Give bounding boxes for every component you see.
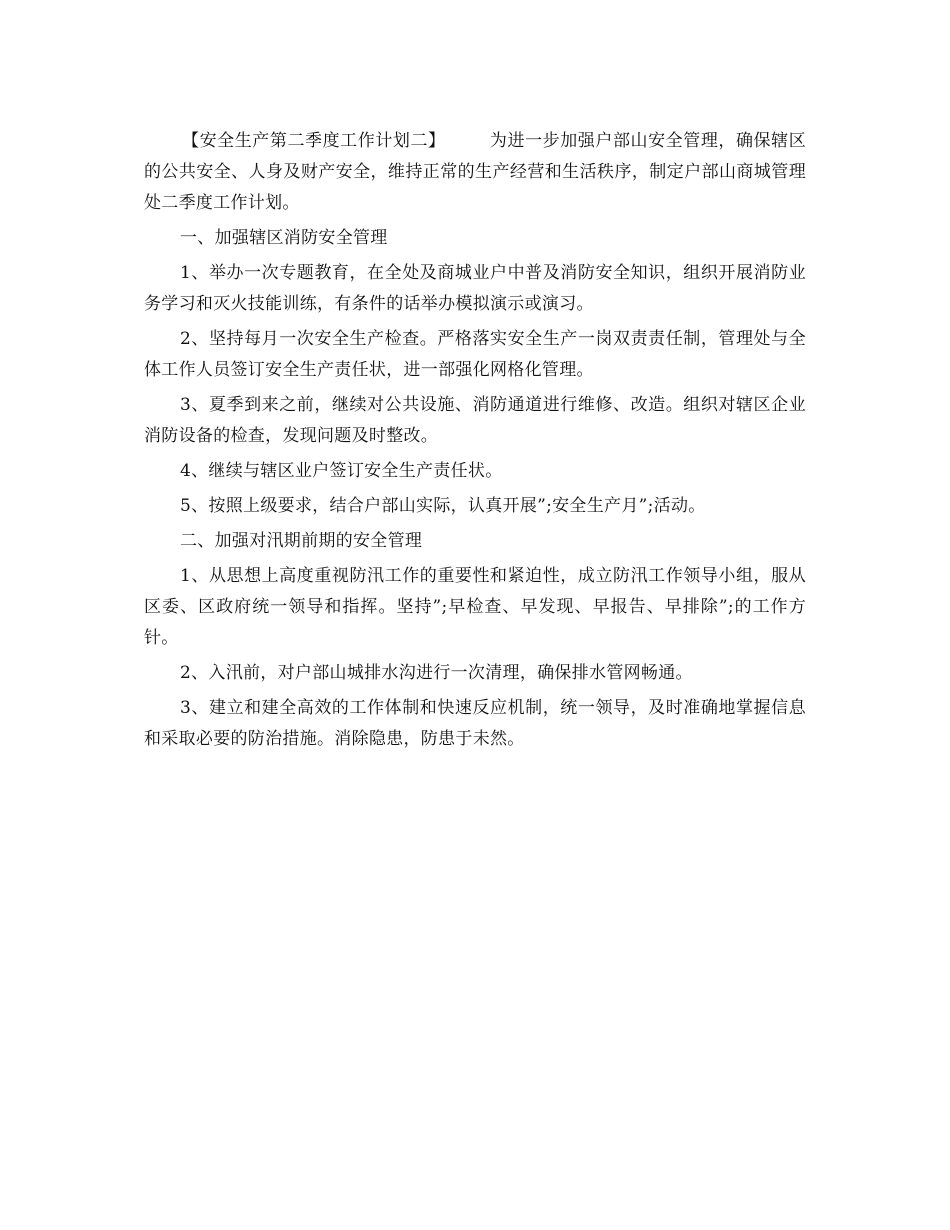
paragraph-item: 3、建立和建全高效的工作体制和快速反应机制，统一领导，及时准确地掌握信息和采取必要的防治措施。消除隐患，防患于未然。 <box>144 698 806 749</box>
lead-paragraph <box>144 126 806 219</box>
paragraph-item: 3、夏季到来之前，继续对公共设施、消防通道进行维修、改造。组织对辖区企业消防设备的检查，发现问题及时整改。 <box>144 395 806 446</box>
document-body <box>144 126 806 759</box>
paragraph-item: 5、按照上级要求，结合户部山实际，认真开展”;安全生产月”;活动。 <box>180 496 706 516</box>
paragraph-item: 1、从思想上高度重视防汛工作的重要性和紧迫性，成立防汛工作领导小组，服从区委、区政府统一领导和指挥。坚持”;早检查、早发现、早报告、早排除”;的工作方针。 <box>144 566 806 648</box>
paragraph-item: 1、举办一次专题教育，在全处及商城业户中普及消防安全知识，组织开展消防业务学习和灭火技能训练，有条件的话举办模拟演示或演习。 <box>144 263 806 314</box>
paragraph-item: 2、坚持每月一次安全生产检查。严格落实安全生产一岗双责责任制，管理处与全体工作人员签订安全生产责任状，进一部强化网格化管理。 <box>144 329 806 380</box>
document-title: 【安全生产第二季度工作计划二】 <box>182 131 446 151</box>
lead-text: 为进一步加强户部山安全管理，确保辖区的公共安全、人身及财产安全，维持正常的生产经营和生活秩序，制定户部山商城管理处二季度工作计划。 <box>144 131 806 213</box>
paragraph-item: 2、入汛前，对户部山城排水沟进行一次清理，确保排水管网畅通。 <box>180 663 693 683</box>
paragraph-item: 4、继续与辖区业户签订安全生产责任状。 <box>180 461 503 481</box>
section-heading-fire-safety: 一、加强辖区消防安全管理 <box>180 228 388 248</box>
section-heading-flood-safety: 二、加强对汛期前期的安全管理 <box>180 531 423 551</box>
